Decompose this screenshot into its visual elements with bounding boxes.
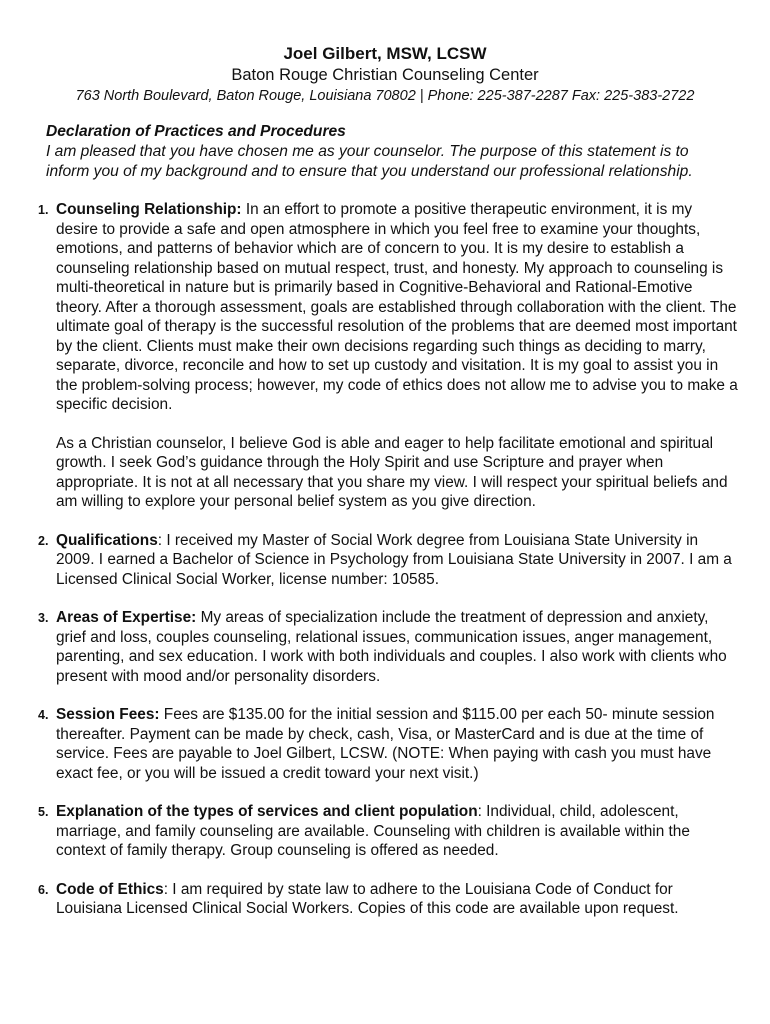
section-number: 4. bbox=[38, 708, 49, 722]
letterhead bbox=[0, 43, 770, 106]
section-body: In an effort to promote a positive therapeutic environment, it is my desire to provide a safe and open atmosphere in which you feel free to examine your thoughts, emotions, and patterns of behavior which are of concern to you. It is my desire to establish a counseling relationship based on mutual respect, trust, and honesty. My approach to counseling is multi-theoretical in nature but is primarily based in Cognitive-Behavioral and Rational-Emotive theory. After a thorough assessment, goals are established through collaboration with the client. The ultimate goal of therapy is the successful resolution of the problems that are deemed most important by the client. Clients must make their own decisions regarding such things as deciding to marry, separate, divorce, reconcile and how to set up custody and visitation. It is my goal to assist you in the problem-solving process; however, my code of ethics does not allow me to advise you to make a specific decision. bbox=[56, 201, 738, 413]
section-body-paragraph-2: As a Christian counselor, I believe God is able and eager to help facilitate emotional and spiritual growth. I seek God’s guidance through the Holy Spirit and use Scripture and prayer when appropriate. It is not at all necessary that you share my view. I will respect your spiritual beliefs and am willing to explore your personal belief system as you give direction. bbox=[56, 434, 728, 510]
section-body: : I am required by state law to adhere to the Louisiana Code of Conduct for Louisiana Licensed Clinical Social Workers. Copies of this code are available upon request. bbox=[56, 880, 679, 917]
practitioner-name: Joel Gilbert, MSW, LCSW bbox=[283, 44, 487, 63]
section-body: : I received my Master of Social Work degree from Louisiana State University in 2009. I earned a Bachelor of Science in Psychology from Louisiana State University in 2007. I am a Licensed Clinical Social Worker, license number: 10585. bbox=[56, 531, 732, 588]
section-heading: Counseling Relationship: bbox=[56, 201, 242, 218]
section-heading: Session Fees: bbox=[56, 706, 160, 723]
intro-block bbox=[46, 122, 736, 182]
section-number: 5. bbox=[38, 805, 49, 819]
section-qualifications bbox=[38, 531, 738, 590]
section-counseling-relationship bbox=[38, 200, 738, 512]
document-title: Declaration of Practices and Procedures bbox=[46, 123, 346, 140]
sections-list bbox=[38, 200, 738, 938]
section-services-and-population bbox=[38, 802, 738, 861]
section-number: 3. bbox=[38, 611, 49, 625]
section-heading: Explanation of the types of services and client population bbox=[56, 803, 478, 820]
section-body: : Individual, child, adolescent, marriage, and family counseling are available. Counseling with children is available within the context of family therapy. Group counseling is offered as needed. bbox=[56, 803, 690, 859]
organization-name: Baton Rouge Christian Counseling Center bbox=[231, 66, 539, 84]
section-session-fees bbox=[38, 705, 738, 783]
section-number: 6. bbox=[38, 882, 49, 897]
contact-line: 763 North Boulevard, Baton Rouge, Louisiana 70802 | Phone: 225-387-2287 Fax: 225-383-2722 bbox=[75, 88, 695, 104]
intro-text: I am pleased that you have chosen me as your counselor. The purpose of this statement is to inform you of my background and to ensure that you understand our professional relationship. bbox=[46, 143, 693, 180]
section-heading: Areas of Expertise: bbox=[56, 609, 197, 626]
section-body: My areas of specialization include the treatment of depression and anxiety, grief and loss, couples counseling, relational issues, communication issues, anger management, parenting, and sex education. I work with both individuals and couples. I also work with clients who present with mood and/or personality disorders. bbox=[56, 609, 727, 685]
section-body: Fees are $135.00 for the initial session and $115.00 per each 50- minute session thereafter. Payment can be made by check, cash, Visa, or MasterCard and is due at the time of service. Fees are payable to Joel Gilbert, LCSW. (NOTE: When paying with cash you must have exact fee, or you will be issued a credit toward your next visit.) bbox=[56, 706, 715, 782]
section-code-of-ethics bbox=[38, 880, 738, 919]
section-heading: Code of Ethics bbox=[56, 880, 164, 898]
section-number: 2. bbox=[38, 533, 49, 548]
section-number: 1. bbox=[38, 203, 49, 217]
section-areas-of-expertise bbox=[38, 608, 738, 686]
section-heading: Qualifications bbox=[56, 531, 158, 549]
